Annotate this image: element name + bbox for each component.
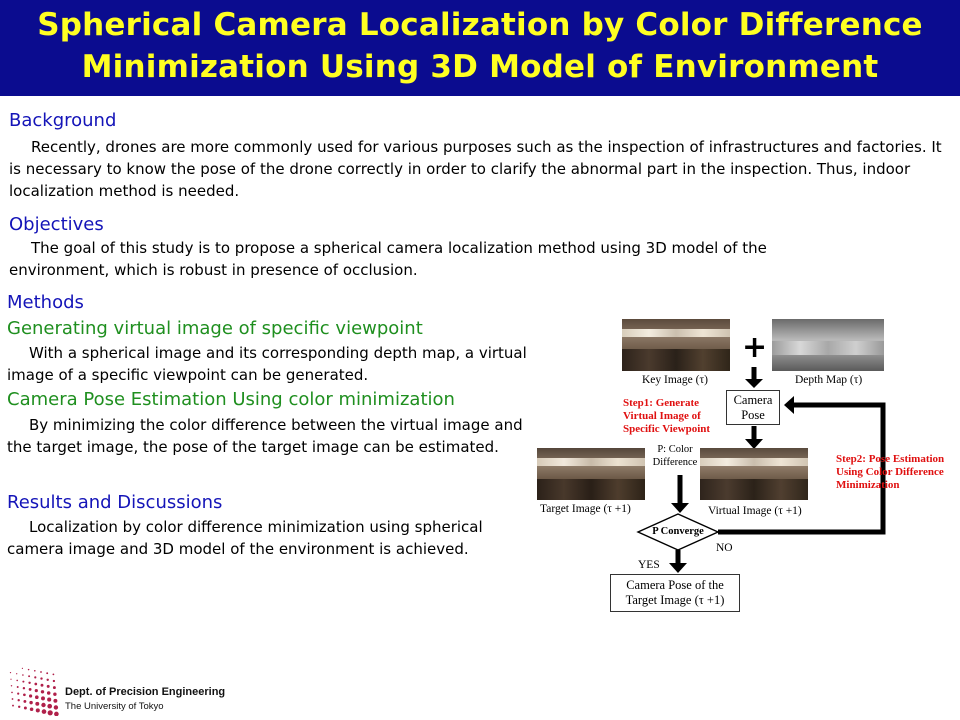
depth-map-thumbnail (772, 319, 884, 371)
logo-dot (35, 702, 39, 706)
results-paragraph (7, 516, 532, 560)
title-line-2: Minimization Using 3D Model of Environment (81, 49, 879, 85)
logo-dot (53, 692, 56, 695)
logo-dot (40, 671, 42, 673)
objectives-text: The goal of this study is to propose a spherical camera localization method using 3D model of the environment, which is robust in presence of occlusion. (9, 239, 767, 279)
logo-dot (34, 683, 37, 686)
camera-pose-box (726, 390, 780, 425)
arrow-no-loop-head (784, 396, 794, 414)
university-name: The University of Tokyo (65, 701, 164, 712)
title-line-1: Spherical Camera Localization by Color Difference (37, 7, 923, 43)
results-text: Localization by color difference minimization using spherical camera image and 3D model of the environment is achieved. (7, 518, 483, 558)
logo-dot (22, 674, 24, 676)
logo-dot (16, 680, 18, 682)
logo-dot (34, 676, 36, 678)
logo-dot (28, 669, 29, 670)
step2-label (836, 453, 944, 492)
step2-line3: Minimization (836, 479, 900, 491)
logo-dot (28, 675, 30, 677)
key-image-thumbnail (622, 319, 730, 371)
logo-dot (53, 699, 57, 703)
methods-sub2-heading: Camera Pose Estimation Using color minimization (7, 389, 455, 410)
logo-dot (12, 705, 14, 707)
camera-pose-line1: Camera (733, 393, 773, 407)
methods-sub1-text: With a spherical image and its corresponding depth map, a virtual image of a specific viewpoint can be generated. (7, 344, 527, 384)
logo-dot (28, 682, 30, 684)
background-text: Recently, drones are more commonly used for various purposes such as the inspection of infrastructures and factories. It is necessary to know the pose of the drone correctly in order to clarify the abnormal part in the inspection. Thus, indoor localization method is needed. (9, 138, 942, 200)
logo-dot (22, 681, 24, 683)
logo-dot (24, 707, 27, 710)
logo-dot (16, 673, 17, 674)
logo-dot (53, 686, 56, 689)
logo-dot (12, 698, 14, 700)
background-paragraph (9, 136, 944, 202)
background-heading: Background (9, 110, 117, 131)
logo-dot (47, 691, 51, 695)
step2-line1: Step2: Pose Estimation (836, 453, 945, 465)
logo-dot (23, 700, 26, 703)
logo-dot (22, 668, 23, 669)
methods-sub1-paragraph (7, 342, 527, 386)
logo-dot (53, 674, 55, 676)
logo-dot (35, 689, 38, 692)
virtual-image-thumbnail (700, 448, 808, 500)
logo-dot (47, 698, 51, 702)
logo-dot (54, 705, 58, 709)
logo-dot (41, 690, 44, 693)
logo-dot (11, 692, 13, 694)
dept-name: Dept. of Precision Engineering (65, 686, 226, 698)
logo-dot (30, 707, 34, 711)
result-line2: Target Image (τ +1) (625, 593, 725, 607)
methods-heading: Methods (7, 292, 84, 313)
camera-pose-line2: Pose (741, 408, 765, 422)
logo-dot (41, 684, 44, 687)
result-box (610, 574, 740, 612)
logo-dot (29, 701, 32, 704)
step1-line1: Step1: Generate (623, 397, 700, 409)
step1-line2: Virtual Image of (623, 410, 701, 422)
logo-dot (35, 695, 39, 699)
logo-dot (23, 693, 26, 696)
arrow-plus-to-pose-head (745, 379, 763, 388)
color-diff-line1: P: Color (657, 444, 693, 455)
objectives-paragraph (9, 237, 854, 281)
yes-label: YES (638, 559, 660, 571)
objectives-heading: Objectives (9, 214, 104, 235)
plus-sign: + (742, 330, 768, 365)
methods-sub2-text: By minimizing the color difference between the virtual image and the target image, the pose of the target image can be estimated. (7, 416, 523, 456)
slide-title (0, 4, 960, 88)
color-diff-line2: Difference (652, 457, 698, 468)
virtual-image-label: Virtual Image (τ +1) (708, 505, 802, 517)
color-difference-box (647, 441, 703, 471)
methods-sub1-heading: Generating virtual image of specific viewpoint (7, 318, 423, 339)
converge-label: P Converge (652, 526, 704, 537)
logo-dot (29, 688, 32, 691)
logo-dot (47, 685, 50, 688)
target-image-label: Target Image (τ +1) (540, 503, 631, 515)
logo-dot (17, 693, 19, 695)
logo-dot (42, 709, 47, 714)
logo-dot (41, 696, 45, 700)
logo-dot (18, 706, 20, 708)
step1-line3: Specific Viewpoint (623, 423, 711, 435)
university-logo-icon (4, 660, 64, 716)
logo-dot (41, 703, 45, 707)
step2-line2: Using Color Difference (836, 466, 944, 478)
no-label: NO (716, 542, 733, 554)
logo-dot (46, 672, 48, 674)
arrow-yes-head (669, 563, 687, 573)
logo-dot (47, 704, 52, 709)
result-line1: Camera Pose of the (626, 578, 724, 592)
flow-diagram (530, 315, 960, 620)
depth-map-label: Depth Map (τ) (795, 374, 863, 386)
logo-dot (53, 680, 55, 682)
logo-dot (36, 708, 40, 712)
logo-dot (29, 694, 32, 697)
logo-dot (23, 687, 25, 689)
logo-dot (11, 685, 12, 686)
results-heading: Results and Discussions (7, 492, 223, 513)
logo-dot (10, 672, 11, 673)
logo-dot (47, 679, 49, 681)
step1-label (623, 397, 710, 436)
logo-dot (54, 712, 59, 716)
target-image-thumbnail (537, 448, 645, 500)
logo-dot (40, 677, 42, 679)
logo-dot (17, 686, 19, 688)
logo-dot (18, 699, 20, 701)
key-image-label: Key Image (τ) (642, 374, 708, 386)
logo-dot (10, 679, 11, 680)
methods-sub2-paragraph (7, 414, 527, 458)
logo-dot (48, 710, 53, 715)
arrow-diff-to-converge-head (671, 503, 689, 513)
logo-dot (34, 670, 36, 672)
